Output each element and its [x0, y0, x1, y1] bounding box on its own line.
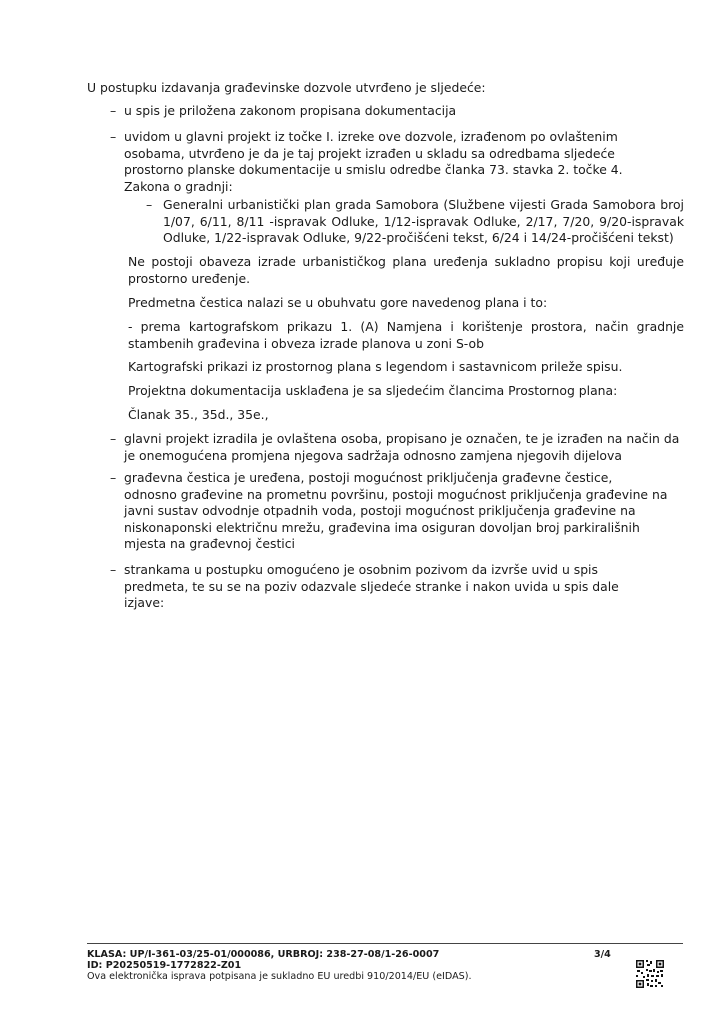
- dash-bullet: –: [146, 197, 153, 212]
- page-number: 3/4: [594, 949, 611, 960]
- footer-divider: [87, 943, 683, 944]
- list-item: građevna čestica je uređena, postoji mogućnost priključenja građevne čestice, odnosno građevine na prometnu površinu, postoji mogućnost priključenja građevine na javni sustav odvodnje otpadnih voda, postoji mogućnost priključenja građevine na niskonaponski električnu mrežu, građevina ima osiguran dovoljan broj parkirališnih mjesta na građevnoj čestici: [124, 470, 668, 551]
- dash-bullet: –: [110, 103, 117, 118]
- paragraph: Projektna dokumentacija usklađena je sa sljedećim člancima Prostornog plana:: [128, 383, 618, 398]
- paragraph: Članak 35., 35d., 35e.,: [128, 407, 269, 422]
- footer-note: Ova elektronička isprava potpisana je sukladno EU uredbi 910/2014/EU (eIDAS).: [87, 971, 472, 982]
- qr-code-icon: [635, 959, 665, 989]
- dash-bullet: –: [110, 129, 117, 144]
- dash-bullet: –: [110, 470, 117, 485]
- paragraph: - prema kartografskom prikazu 1. (A) Namjena i korištenje prostora, način gradnje stambenih građevina i obveza izrade planova u zoni S-ob: [128, 319, 684, 351]
- list-item-sub: Generalni urbanistički plan grada Samobora (Službene vijesti Grada Samobora broj 1/07, 6/11, 8/11 -ispravak Odluke, 1/12-ispravak Odluke, 2/17, 7/20, 9/20-ispravak Odluke, 1/22-ispravak Odluke, 9/22-pročišćeni tekst, 6/24 i 14/24-pročišćeni tekst): [163, 197, 684, 245]
- paragraph: Ne postoji obaveza izrade urbanističkog plana uređenja sukladno propisu koji uređuje prostorno uređenje.: [128, 254, 684, 286]
- list-item: u spis je priložena zakonom propisana dokumentacija: [124, 103, 457, 118]
- list-item: uvidom u glavni projekt iz točke I. izreke ove dozvole, izrađenom po ovlaštenim osobama, utvrđeno je da je taj projekt izrađen u skladu sa odredbama sljedeće prostorno planske dokumentacije u smislu odredbe članka 73. stavka 2. točke 4. Zakona o gradnji:: [124, 129, 623, 194]
- paragraph: Predmetna čestica nalazi se u obuhvatu gore navedenog plana i to:: [128, 295, 548, 310]
- dash-bullet: –: [110, 562, 117, 577]
- footer-id: ID: P20250519-1772822-Z01: [87, 960, 242, 971]
- list-item: glavni projekt izradila je ovlaštena osoba, propisano je označen, te je izrađen na način da je onemogućena promjena njegova sadržaja odnosno zamjena njegovih dijelova: [124, 431, 680, 463]
- paragraph: Kartografski prikazi iz prostornog plana s legendom i sastavnicom priležе spisu.: [128, 359, 623, 374]
- list-item: strankama u postupku omogućeno je osobnim pozivom da izvrše uvid u spis predmeta, te su se na poziv odazvale sljedeće stranke i nakon uvida u spis dale izjave:: [124, 562, 619, 610]
- dash-bullet: –: [110, 431, 117, 446]
- footer-klasa: KLASA: UP/I-361-03/25-01/000086, URBROJ: 238-27-08/1-26-0007: [87, 949, 440, 960]
- intro-line: U postupku izdavanja građevinske dozvole utvrđeno je sljedeće:: [87, 80, 486, 95]
